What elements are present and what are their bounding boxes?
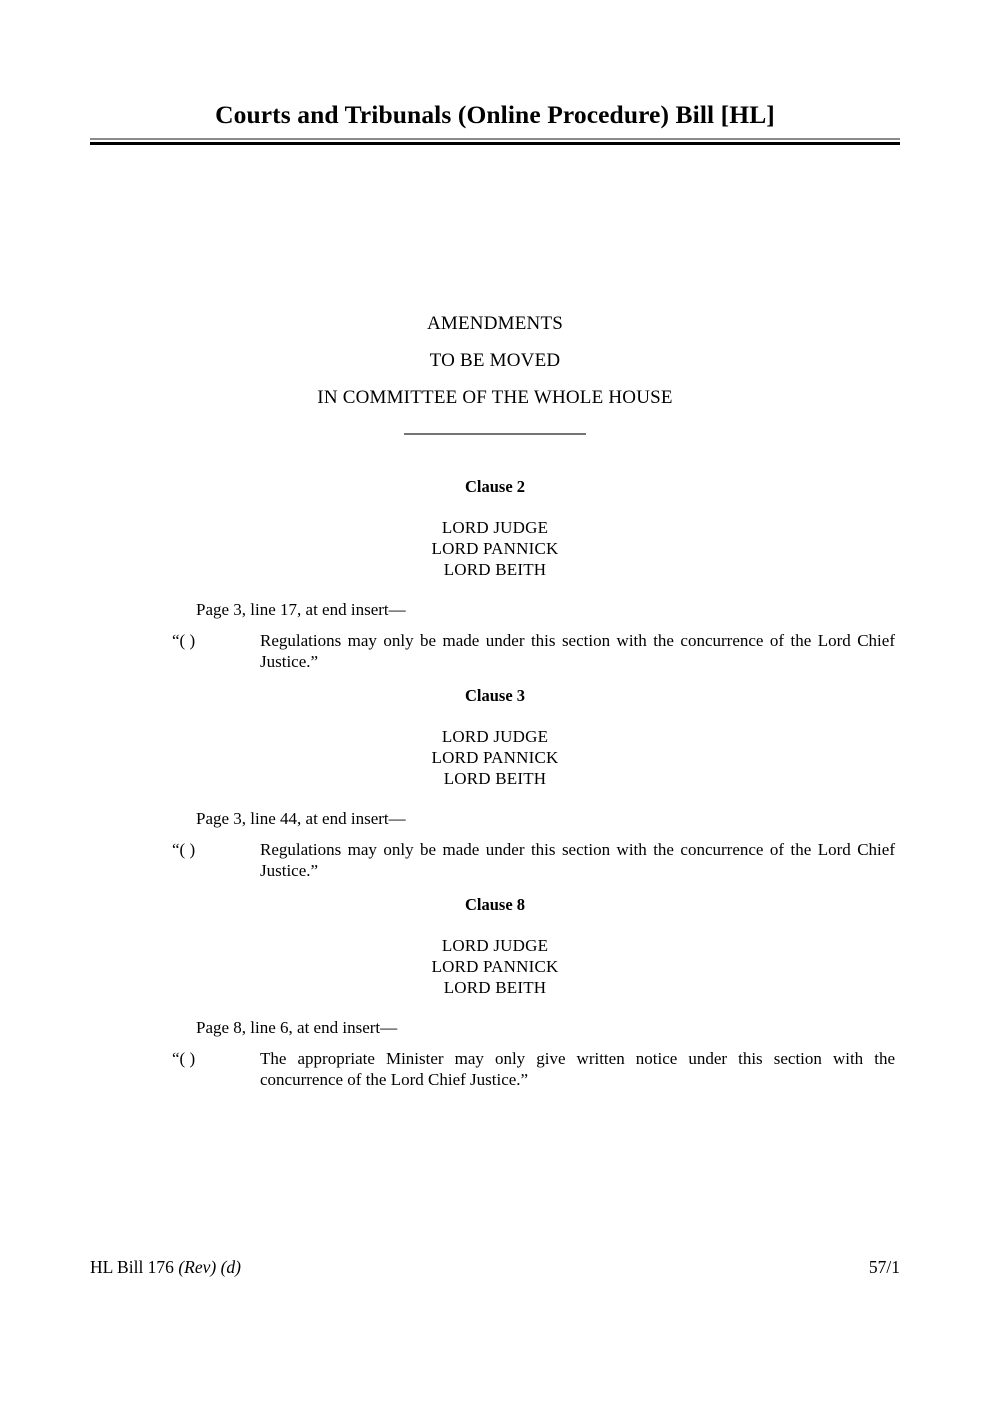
sponsor-name: LORD JUDGE	[441, 935, 549, 955]
amendment-group-clause-8	[90, 895, 900, 1091]
amendment-text-content: Regulations may only be made under this section with the concurrence of the Lord Chief Justice.”	[260, 630, 895, 672]
amendment-reference: Page 3, line 44, at end insert—	[196, 808, 406, 828]
page-number: 57/1	[868, 1257, 900, 1277]
section-divider-wrap	[90, 425, 900, 443]
amendment-text-content: The appropriate Minister may only give written notice under this section with the concurrence of the Lord Chief Justice.”	[260, 1048, 895, 1090]
page-footer	[90, 1256, 900, 1278]
sponsor-list	[90, 935, 900, 998]
title-block	[90, 100, 900, 145]
sponsor-name: LORD BEITH	[443, 559, 547, 579]
amendment-text-content: Regulations may only be made under this section with the concurrence of the Lord Chief Justice.”	[260, 839, 895, 881]
sponsor-name: LORD PANNICK	[431, 538, 559, 558]
sponsor-list	[90, 517, 900, 580]
sponsor-name: LORD BEITH	[443, 977, 547, 997]
bill-number: HL Bill 176	[90, 1257, 174, 1277]
bill-suffix: (d)	[220, 1257, 241, 1277]
clause-heading: Clause 2	[464, 477, 526, 496]
sponsor-name: LORD PANNICK	[431, 956, 559, 976]
heading-line-amendments: AMENDMENTS	[426, 313, 564, 334]
clause-heading: Clause 8	[464, 895, 526, 914]
amendment-marker: “( )	[172, 839, 196, 859]
bill-identifier	[90, 1256, 241, 1278]
title-rule-thin	[90, 138, 900, 140]
sponsor-name: LORD JUDGE	[441, 517, 549, 537]
sponsor-name: LORD JUDGE	[441, 726, 549, 746]
amendment-text	[90, 839, 900, 882]
sponsor-list	[90, 726, 900, 789]
document-heading	[90, 305, 900, 416]
heading-line-committee: IN COMMITTEE OF THE WHOLE HOUSE	[317, 387, 673, 408]
amendment-marker: “( )	[172, 630, 196, 650]
page-title: Courts and Tribunals (Online Procedure) Bill [HL]	[215, 100, 775, 129]
title-rule-thick	[90, 142, 900, 145]
bill-revision: (Rev)	[178, 1257, 217, 1277]
amendment-text	[90, 1048, 900, 1091]
amendment-group-clause-3	[90, 686, 900, 882]
section-divider	[404, 433, 586, 435]
heading-line-to-be-moved: TO BE MOVED	[429, 350, 561, 371]
amendment-reference: Page 8, line 6, at end insert—	[196, 1017, 398, 1037]
amendment-marker: “( )	[172, 1048, 196, 1068]
amendment-reference: Page 3, line 17, at end insert—	[196, 599, 406, 619]
amendment-group-clause-2	[90, 477, 900, 673]
amendment-text	[90, 630, 900, 673]
sponsor-name: LORD BEITH	[443, 768, 547, 788]
sponsor-name: LORD PANNICK	[431, 747, 559, 767]
clause-heading: Clause 3	[464, 686, 526, 705]
